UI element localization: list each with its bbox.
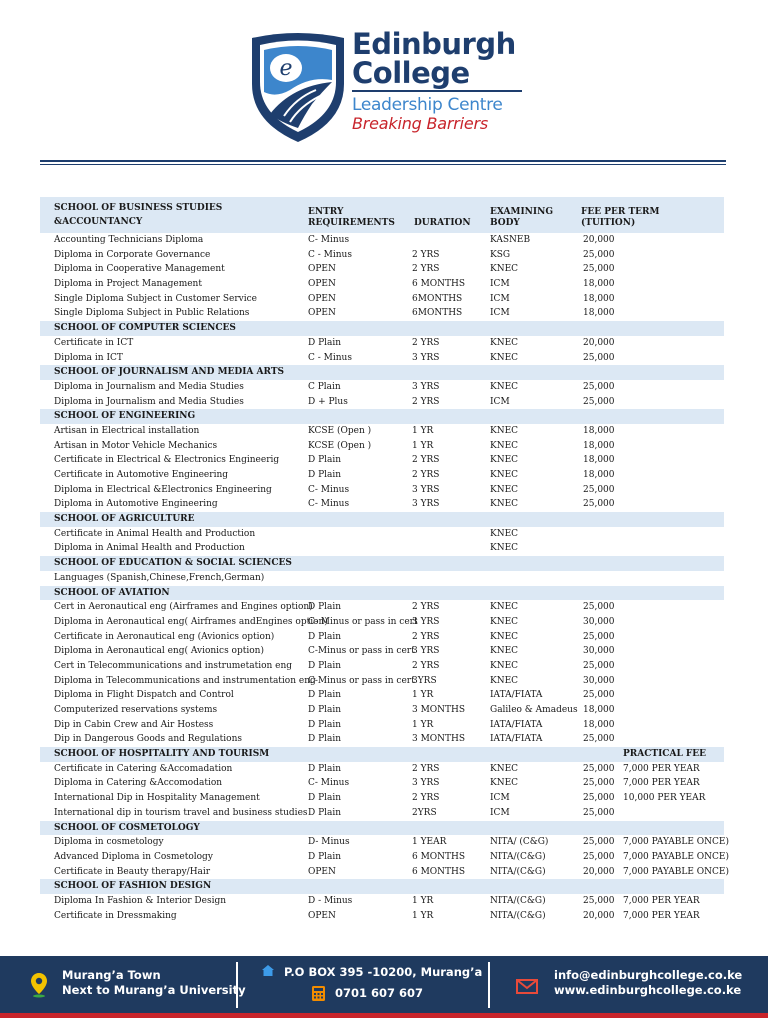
duration: 3YRS	[412, 675, 437, 686]
school-section-header	[40, 821, 724, 836]
entry-requirement: C - Minus	[308, 352, 352, 363]
header-entry-line1: ENTRY	[308, 207, 344, 217]
footer-email: info@edinburghcollege.co.ke	[554, 968, 743, 982]
fee-per-term: 25,000	[583, 264, 615, 275]
fee-per-term: 25,000	[583, 602, 615, 613]
school-name: SCHOOL OF FASHION DESIGN	[54, 881, 212, 892]
entry-requirement: D Plain	[308, 793, 342, 804]
course-name: Certificate in Catering &Accomadation	[54, 763, 233, 774]
entry-requirement: D Plain	[308, 470, 342, 480]
entry-requirement: OPEN	[308, 308, 336, 319]
duration: 2 YRS	[412, 763, 440, 774]
fee-per-term: 25,000	[583, 690, 615, 701]
course-row	[40, 835, 729, 850]
course-name: Certificate in Animal Health and Production	[54, 528, 256, 539]
course-row	[40, 292, 724, 307]
school-section-header	[40, 321, 724, 336]
examining-body: NITA/(C&G)	[490, 866, 546, 877]
header-divider	[40, 160, 726, 162]
course-row	[40, 248, 724, 263]
course-name: Certificate in Automotive Engineering	[54, 470, 229, 480]
course-name: Diploma in cosmetology	[54, 837, 164, 848]
entry-requirement: C- Minus	[308, 484, 350, 495]
fee-per-term: 25,000	[583, 381, 615, 392]
entry-requirement: D Plain	[308, 631, 342, 642]
duration: 3 MONTHS	[412, 734, 466, 745]
course-name: Diploma in Flight Dispatch and Control	[54, 690, 234, 701]
duration: 6MONTHS	[412, 293, 463, 304]
entry-requirement: OPEN	[308, 279, 336, 290]
course-name: Dip in Dangerous Goods and Regulations	[54, 734, 242, 745]
duration: 6 MONTHS	[412, 851, 466, 862]
fee-per-term: 30,000	[583, 646, 615, 657]
course-row	[40, 483, 724, 498]
school-section-header	[40, 365, 724, 380]
examining-body: KNEC	[490, 763, 519, 774]
brand-tagline: Breaking Barriers	[352, 114, 489, 133]
entry-requirement: D Plain	[308, 851, 342, 862]
fee-per-term: 25,000	[583, 352, 615, 363]
course-name: Artisan in Motor Vehicle Mechanics	[54, 440, 218, 451]
fee-per-term: 25,000	[583, 851, 615, 862]
practical-fee: 10,000 PER YEAR	[623, 793, 706, 804]
footer-phone: 0701 607 607	[335, 986, 424, 1000]
course-row	[40, 233, 724, 248]
entry-requirement: C- Minus	[308, 778, 350, 789]
course-name: Single Diploma Subject in Public Relations	[54, 308, 250, 319]
fee-per-term: 25,000	[583, 660, 615, 671]
header-fee-line1: FEE PER TERM	[581, 207, 660, 217]
entry-requirement: C- Minus or pass in cert	[308, 616, 418, 627]
entry-requirement: D + Plus	[308, 396, 348, 407]
course-name: Certificate in Dressmaking	[54, 910, 177, 921]
shield-logo-icon	[250, 32, 346, 144]
course-row	[40, 600, 724, 615]
examining-body: KNEC	[490, 528, 519, 539]
fee-per-term: 25,000	[583, 396, 615, 407]
examining-body: KNEC	[490, 470, 519, 480]
practical-fee-heading: PRACTICAL FEE	[623, 749, 707, 760]
examining-body: KNEC	[490, 660, 519, 671]
course-name: Certificate in Beauty therapy/Hair	[54, 866, 211, 877]
fee-per-term: 18,000	[583, 425, 615, 436]
course-row	[40, 439, 724, 454]
entry-requirement: C- Minus	[308, 235, 350, 245]
duration: 2 YRS	[412, 455, 440, 466]
examining-body: KNEC	[490, 543, 519, 554]
fee-per-term: 25,000	[583, 249, 615, 260]
examining-body: KNEC	[490, 631, 519, 642]
examining-body: ICM	[490, 308, 510, 319]
course-name: Dip in Cabin Crew and Air Hostess	[54, 719, 214, 730]
footer-location-line1: Murang’a Town	[62, 968, 161, 982]
course-row	[40, 865, 729, 880]
course-name: International dip in tourism travel and business studies	[54, 807, 308, 818]
entry-requirement: D Plain	[308, 602, 342, 613]
practical-fee: 7,000 PER YEAR	[623, 910, 700, 921]
fee-per-term: 18,000	[583, 308, 615, 319]
school-name: SCHOOL OF AGRICULTURE	[54, 514, 195, 525]
duration: 2 YRS	[412, 264, 440, 275]
course-row	[40, 262, 724, 277]
course-name: Diploma in Journalism and Media Studies	[54, 396, 244, 407]
map-pin-icon	[30, 972, 48, 998]
duration: 3 YRS	[412, 778, 440, 789]
school-section-header	[40, 409, 724, 424]
entry-requirement: D Plain	[308, 763, 342, 774]
entry-requirement: OPEN	[308, 293, 336, 304]
course-row	[40, 336, 724, 351]
entry-requirement: C-Minus or pass in cert	[308, 646, 415, 657]
examining-body: KNEC	[490, 440, 519, 451]
course-row	[40, 277, 724, 292]
fee-per-term: 25,000	[583, 807, 615, 818]
table-body	[40, 233, 729, 923]
course-row	[40, 850, 729, 865]
duration: 3 MONTHS	[412, 705, 466, 715]
duration: 3 YRS	[412, 616, 440, 627]
examining-body: KASNEB	[490, 235, 531, 245]
school-section-header	[40, 747, 724, 762]
examining-body: KNEC	[490, 602, 519, 613]
entry-requirement: KCSE (Open )	[308, 440, 372, 451]
duration: 6MONTHS	[412, 308, 463, 319]
duration: 1 YR	[412, 690, 434, 701]
fee-per-term: 25,000	[583, 499, 615, 510]
school-name: SCHOOL OF JOURNALISM AND MEDIA ARTS	[54, 367, 285, 378]
examining-body: KNEC	[490, 337, 519, 348]
examining-body: Galileo & Amadeus	[490, 705, 578, 715]
course-name: International Dip in Hospitality Management	[54, 793, 260, 804]
entry-requirement: C-Minus or pass in cert	[308, 675, 415, 686]
practical-fee: 7,000 PAYABLE ONCE)	[623, 837, 729, 848]
entry-requirement: OPEN	[308, 264, 336, 275]
examining-body: KNEC	[490, 646, 519, 657]
entry-requirement: D Plain	[308, 660, 342, 671]
entry-requirement: D Plain	[308, 719, 342, 730]
fee-per-term: 25,000	[583, 837, 615, 848]
practical-fee: 7,000 PER YEAR	[623, 763, 700, 774]
entry-requirement: D - Minus	[308, 895, 353, 906]
course-row	[40, 306, 724, 321]
footer-location-line2: Next to Murang’a University	[62, 983, 246, 997]
duration: 6 MONTHS	[412, 866, 466, 877]
table-header	[40, 197, 724, 233]
course-name: Certificate in Electrical & Electronics Engineerig	[54, 455, 280, 466]
course-name: Diploma in Aeronautical eng( Airframes andEngines option)	[54, 616, 328, 627]
course-row	[40, 732, 724, 747]
course-row	[40, 688, 724, 703]
examining-body: ICM	[490, 279, 510, 290]
school-name: SCHOOL OF EDUCATION & SOCIAL SCIENCES	[54, 558, 292, 569]
course-row	[40, 380, 724, 395]
entry-requirement: D Plain	[308, 734, 342, 745]
practical-fee: 7,000 PAYABLE ONCE)	[623, 866, 729, 877]
duration: 1 YR	[412, 425, 434, 436]
duration: 3 YRS	[412, 646, 440, 657]
duration: 1 YEAR	[412, 837, 447, 848]
course-name: Diploma in Corporate Governance	[54, 249, 211, 260]
fee-per-term: 20,000	[583, 337, 615, 348]
duration: 2 YRS	[412, 249, 440, 260]
header-school-line1: SCHOOL OF BUSINESS STUDIES	[54, 203, 223, 213]
brand-name-line2: College	[352, 56, 470, 90]
examining-body: KNEC	[490, 675, 519, 686]
fee-per-term: 18,000	[583, 455, 615, 466]
examining-body: KNEC	[490, 484, 519, 495]
practical-fee: 7,000 PER YEAR	[623, 895, 700, 906]
school-name: SCHOOL OF COMPUTER SCIENCES	[54, 323, 236, 334]
course-name: Diploma in Journalism and Media Studies	[54, 381, 244, 392]
course-name: Diploma in Cooperative Management	[54, 264, 225, 275]
entry-requirement: D- Minus	[308, 837, 350, 848]
fee-per-term: 18,000	[583, 440, 615, 451]
duration: 6 MONTHS	[412, 279, 466, 290]
footer-website: www.edinburghcollege.co.ke	[554, 983, 742, 997]
fee-per-term: 25,000	[583, 763, 615, 774]
course-row	[40, 615, 724, 630]
fee-per-term: 30,000	[583, 675, 615, 686]
course-row	[40, 776, 724, 791]
duration: 2 YRS	[412, 470, 440, 480]
course-name: Certificate in ICT	[54, 337, 134, 348]
course-name: Computerized reservations systems	[54, 705, 218, 715]
school-section-header	[40, 586, 724, 601]
duration: 2 YRS	[412, 793, 440, 804]
examining-body: KNEC	[490, 381, 519, 392]
duration: 2 YRS	[412, 337, 440, 348]
course-name: Diploma in Automotive Engineering	[54, 499, 218, 510]
examining-body: IATA/FIATA	[490, 690, 543, 701]
course-name: Diploma in Catering &Accomodation	[54, 778, 223, 789]
course-name: Cert in Telecommunications and instrumetation eng	[54, 660, 293, 671]
fee-per-term: 25,000	[583, 895, 615, 906]
school-name: SCHOOL OF AVIATION	[54, 587, 170, 598]
entry-requirement: D Plain	[308, 455, 342, 466]
duration: 1 YR	[412, 895, 434, 906]
header-school-line2: &ACCOUNTANCY	[54, 217, 143, 227]
school-section-header	[40, 879, 724, 894]
course-row	[40, 659, 724, 674]
home-icon	[261, 964, 275, 977]
course-row	[40, 762, 724, 777]
examining-body: ICM	[490, 293, 510, 304]
brand-name-line1: Edinburgh	[352, 27, 516, 61]
examining-body: KNEC	[490, 455, 519, 466]
duration: 2 YRS	[412, 396, 440, 407]
course-row	[40, 630, 724, 645]
course-row	[40, 806, 724, 821]
examining-body: IATA/FIATA	[490, 734, 543, 745]
school-name: SCHOOL OF HOSPITALITY AND TOURISM	[54, 749, 270, 760]
course-row	[40, 791, 724, 806]
course-row	[40, 351, 724, 366]
fee-per-term: 18,000	[583, 293, 615, 304]
examining-body: IATA/FIATA	[490, 719, 543, 730]
fee-per-term: 30,000	[583, 616, 615, 627]
duration: 3 YRS	[412, 381, 440, 392]
entry-requirement: KCSE (Open )	[308, 425, 372, 436]
examining-body: KNEC	[490, 778, 519, 789]
fee-per-term: 25,000	[583, 631, 615, 642]
course-fee-table	[40, 197, 729, 923]
duration: 3 YRS	[412, 484, 440, 495]
course-row	[40, 909, 724, 924]
course-name: Certificate in Aeronautical eng (Avionics option)	[54, 631, 275, 642]
entry-requirement: OPEN	[308, 866, 336, 877]
practical-fee: 7,000 PER YEAR	[623, 778, 700, 789]
examining-body: ICM	[490, 807, 510, 818]
examining-body: NITA/(C&G)	[490, 910, 546, 921]
school-section-header	[40, 556, 724, 571]
duration: 3 YRS	[412, 499, 440, 510]
entry-requirement: C- Minus	[308, 499, 350, 510]
entry-requirement: D Plain	[308, 337, 342, 348]
examining-body: KNEC	[490, 616, 519, 627]
header-entry-line2: REQUIREMENTS	[308, 218, 395, 228]
brand-subtitle: Leadership Centre	[352, 95, 503, 115]
entry-requirement: C - Minus	[308, 249, 352, 260]
duration: 2YRS	[412, 807, 437, 818]
fee-per-term: 18,000	[583, 279, 615, 290]
course-name: Single Diploma Subject in Customer Service	[54, 293, 257, 304]
entry-requirement: D Plain	[308, 690, 342, 701]
footer-divider	[488, 962, 490, 1008]
course-name: Languages (Spanish,Chinese,French,German)	[54, 572, 265, 583]
duration: 1 YR	[412, 440, 434, 451]
header-duration: DURATION	[414, 218, 471, 228]
school-section-header	[40, 512, 724, 527]
examining-body: KNEC	[490, 264, 519, 275]
phone-icon	[311, 985, 326, 1002]
course-name: Advanced Diploma in Cosmetology	[54, 851, 213, 862]
duration: 2 YRS	[412, 602, 440, 613]
examining-body: KNEC	[490, 352, 519, 363]
course-row	[40, 468, 724, 483]
course-name: Diploma In Fashion & Interior Design	[54, 895, 227, 906]
examining-body: KNEC	[490, 425, 519, 436]
fee-per-term: 18,000	[583, 705, 615, 715]
course-row	[40, 894, 724, 909]
header-exam-line2: BODY	[490, 218, 520, 228]
logo-letter: e	[279, 56, 293, 81]
examining-body: NITA/(C&G)	[490, 851, 546, 862]
duration: 1 YR	[412, 719, 434, 730]
course-name: Diploma in ICT	[54, 352, 123, 363]
entry-requirement: D Plain	[308, 705, 342, 715]
course-row	[40, 718, 724, 733]
course-name: Artisan in Electrical installation	[54, 425, 200, 436]
course-name: Diploma in Animal Health and Production	[54, 543, 245, 554]
course-name: Diploma in Aeronautical eng( Avionics option)	[54, 646, 264, 657]
entry-requirement: OPEN	[308, 910, 336, 921]
duration: 1 YR	[412, 910, 434, 921]
fee-per-term: 25,000	[583, 734, 615, 745]
practical-fee: 7,000 PAYABLE ONCE)	[623, 851, 729, 862]
fee-per-term: 25,000	[583, 793, 615, 804]
course-name: Diploma in Telecommunications and instrumentation eng	[54, 675, 316, 686]
fee-per-term: 20,000	[583, 235, 615, 245]
fee-per-term: 25,000	[583, 484, 615, 495]
fee-per-term: 25,000	[583, 778, 615, 789]
examining-body: NITA/ (C&G)	[490, 837, 549, 848]
course-row	[40, 424, 724, 439]
entry-requirement: D Plain	[308, 807, 342, 818]
brand-block	[352, 27, 532, 133]
footer-address: P.O BOX 395 -10200, Murang’a	[284, 965, 483, 979]
course-row	[40, 674, 724, 689]
course-row	[40, 527, 724, 542]
course-name: Cert in Aeronautical eng (Airframes and Engines option)	[54, 602, 313, 613]
school-name: SCHOOL OF ENGINEERING	[54, 411, 196, 422]
course-row	[40, 497, 724, 512]
footer-accent-stripe	[0, 1013, 768, 1018]
entry-requirement: C Plain	[308, 381, 341, 392]
examining-body: KSG	[490, 249, 511, 260]
course-name: Diploma in Project Management	[54, 279, 202, 290]
duration: 2 YRS	[412, 631, 440, 642]
fee-per-term: 20,000	[583, 866, 615, 877]
fee-per-term: 18,000	[583, 719, 615, 730]
header-fee-line2: (TUITION)	[581, 218, 636, 228]
mail-icon	[516, 977, 538, 995]
header-divider-thin	[40, 164, 726, 165]
examining-body: ICM	[490, 396, 510, 407]
course-row	[40, 395, 724, 410]
course-row	[40, 703, 724, 718]
course-row	[40, 541, 724, 556]
duration: 3 YRS	[412, 352, 440, 363]
duration: 2 YRS	[412, 660, 440, 671]
fee-per-term: 20,000	[583, 910, 615, 921]
course-name: Accounting Technicians Diploma	[54, 235, 204, 245]
course-row	[40, 453, 724, 468]
brand-rule	[352, 90, 522, 92]
fee-per-term: 18,000	[583, 470, 615, 480]
college-logo	[250, 27, 530, 148]
examining-body: NITA/(C&G)	[490, 895, 546, 906]
course-name: Diploma in Electrical &Electronics Engineering	[54, 484, 272, 495]
header-exam-line1: EXAMINING	[490, 207, 554, 217]
examining-body: ICM	[490, 793, 510, 804]
course-row	[40, 571, 724, 586]
school-name: SCHOOL OF COSMETOLOGY	[54, 822, 200, 833]
examining-body: KNEC	[490, 499, 519, 510]
course-row	[40, 644, 724, 659]
